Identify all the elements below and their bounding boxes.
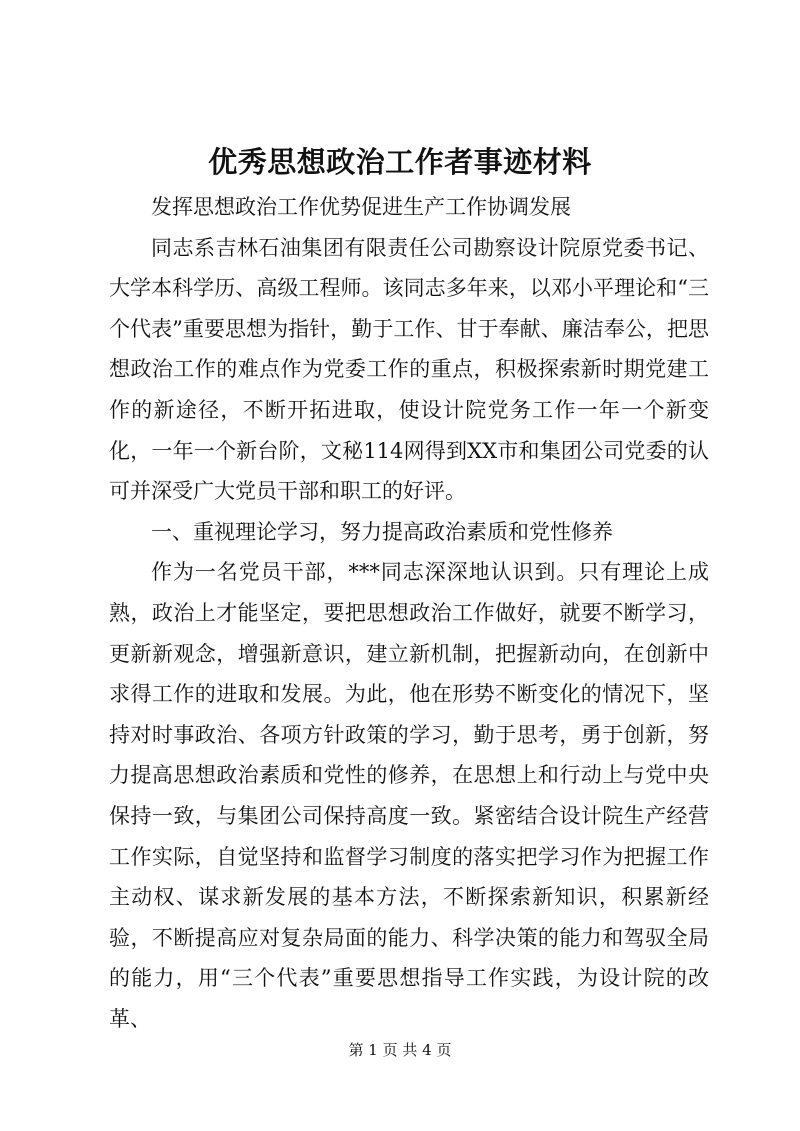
page-footer: 第 1 页 共 4 页 bbox=[348, 1041, 452, 1059]
document-title: 优秀思想政治工作者事迹材料 bbox=[208, 145, 592, 179]
intro-paragraph: 同志系吉林石油集团有限责任公司勘察设计院原党委书记、大学本科学历、高级工程师。该同志多年来，以邓小平理论和“三个代表”重要思想为指针，勤于工作、甘于奉献、廉洁奉公，把思想政治工作的难点作为党委工作的重点，积极探索新时期党建工作的新途径，不断开拓进取，使设计院党务工作一年一个新变化，一年一个新台阶，文秘114网得到XX市和集团公司党委的认可并深受广大党员干部和职工的好评。 bbox=[109, 235, 709, 504]
document-body bbox=[109, 187, 709, 1039]
section-heading-1: 一、重视理论学习，努力提高政治素质和党性修养 bbox=[151, 519, 613, 544]
section-subtitle: 发挥思想政治工作优势促进生产工作协调发展 bbox=[151, 195, 571, 219]
section-1-paragraph: 作为一名党员干部，***同志深深地认识到。只有理论上成熟，政治上才能坚定，要把思想政治工作做好，就要不断学习，更新新观念，增强新意识，建立新机制，把握新动向，在创新中求得工作的进取和发展。为此，他在形势不断变化的情况下，坚持对时事政治、各项方针政策的学习，勤于思考，勇于创新，努力提高思想政治素质和党性的修养，在思想上和行动上与党中央保持一致，与集团公司保持高度一致。紧密结合设计院生产经营工作实际，自觉坚持和监督学习制度的落实把学习作为把握工作主动权、谋求新发展的基本方法，不断探索新知识，积累新经验，不断提高应对复杂局面的能力、科学决策的能力和驾驭全局的能力，用“三个代表”重要思想指导工作实践，为设计院的改革、 bbox=[109, 560, 709, 1031]
